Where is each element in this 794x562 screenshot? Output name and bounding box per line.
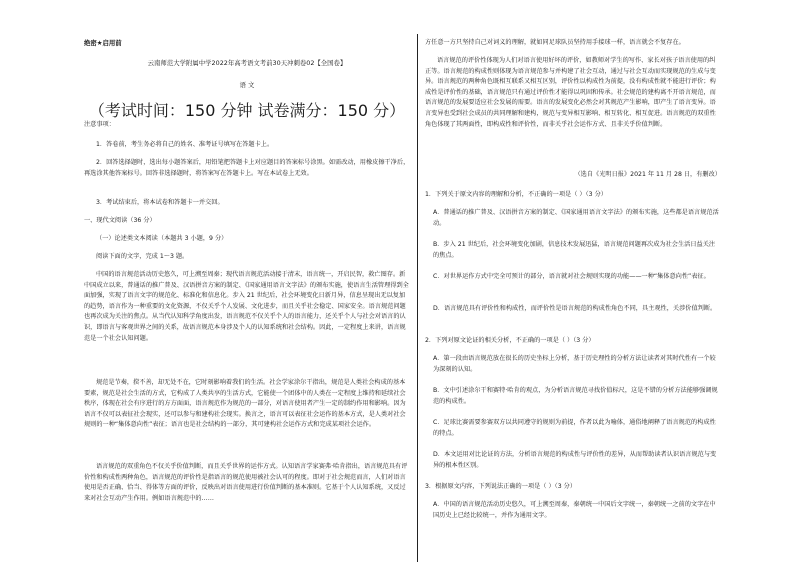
question-1-option-c: C．对世界运作方式中完全可预计的部分，语言就对社会规则实现的功能——一种“集体意向性”表征。 [433, 273, 710, 280]
question-1-stem: 1．下列关于原文内容的理解和分析，不正确的一项是（ ）（3 分） [425, 191, 607, 198]
column-divider [417, 34, 418, 562]
exam-title: 云南师范大学附属中学2022年高考语文考前30天冲刺卷02【全国卷】 [147, 59, 347, 67]
confidential-seal: 绝密★启用前 [84, 39, 122, 47]
article-paragraph-continued: 方任意一方只坚持自己对词义的理解，就如同足球队员坚持用手接球一样，语言就会不复存在。 [425, 39, 685, 46]
subsection-heading: （一）论述类文本阅读（本题共 3 小题，9 分） [96, 235, 228, 242]
question-2-stem: 2．下列对原文论证的相关分析，不正确的一项是（ ）（3 分） [425, 337, 595, 344]
notice-item-1: 1．答卷前，考生务必将自己的姓名、准考证号填写在答题卡上。 [96, 141, 274, 148]
article-paragraph-2: 规范是节奏，揆不善，却无处不在，它时刻影响着我们的生活。社会学家涂尔干指出，规范是人类社会构成的基本要素，规范是社会生活的方式，它构成了人类共享的生活方式，它能使一个团体中的人类在一定程度上维持和延续社会秩序，体现在社会有序进行的方方面面，语言规范作为规范的一部分，对语言使用者产生一定的制约作用和影响。因为语言不仅可以表征社会现实，还可以参与和建构社会现实。换言之，语言可以表征社会运作的基本方式，是人类对社会规则的一种“集体意向性”表征；语言也是社会结构的一部分，其可建构社会运作方式和完成某项社会运作。 [84, 379, 406, 429]
notice-item-3: 3．考试结束后，将本试卷和答题卡一并交回。 [96, 199, 224, 206]
exam-meta: （考试时间：150 分钟 试卷满分：150 分） [88, 101, 406, 120]
notice-heading: 注意事项： [84, 121, 115, 128]
question-1-option-b: B．步入 21 世纪后，社会环境变化加剧，信息技术发展迅猛，语言规范问题再次成为社会生活日益关注的焦点。 [433, 241, 716, 259]
article-paragraph-3: 语言规范的双重角色不仅关乎价值判断，而且关乎世界的运作方式。认知语言学家赛弗·哈肯指出，语言规范具有评价性和构成性两种角色，语言规范的评价性是指语言的规范使用被社会认可的程度。即对于社会规范而言，人们对语言使用是否正确、恰当、得体等方面的评价，反映出对语言使用进行价值判断的基本准则。它基于个人认知系统，又反过来对社会互动产生作用。例如语言规范中的…… [84, 463, 408, 502]
question-1-option-d: D．语言规范具有评价性和构成性，而评价性是语言规范的构成性角色不同，具主观性，关涉价值判断。 [433, 305, 717, 312]
question-2-option-b: B．文中引述涂尔干和赛特·哈肯的观点，为分析语言规范寻找价值标尺，这是不错的分析方法能够强调规范的构成性。 [433, 387, 718, 405]
section-heading: 一、现代文阅读（36 分） [84, 217, 156, 224]
article-paragraph-1: 中国的语言规范活动历史悠久，可上溯至周秦；现代语言规范活动接于清末，语言统一，开启民智，救亡图存。新中国成立以来，普通话的推广普及、汉语拼音方案的制定、《国家通用语言文字法》的颁布实施，使语言生活管理得到全面加强，实现了语言文字的规范化、标准化和信息化。步入 21 世纪后，社会环境变化日新月异，信息呈现出无以复加的趋势，语言作为一种重要的文化资源，不仅关乎个人发展、文化进步，而且关乎社会稳定、国家安全。语言规范问题也再次成为关注的焦点。从当代认知科学角度出发，语言规范不仅关乎个人的语言能力，还关乎个人与社会对语言的认识，即语言与客观世界之间的关系，故语言规范本身涉及个人的认知系统和社会结构。因此，一定程度上来讲，语言规范是一个社会认知问题。 [84, 271, 409, 342]
question-1-option-a: A．普通话的推广普及、汉语拼音方案的制定、《国家通用语言文字法》的颁布实施，这些都是语言规范活动。 [433, 209, 719, 227]
question-2-option-c: C．足球比赛需要参赛双方以共同遵守的规则为前提，作者以此为喻体，通俗地阐释了语言规范的构成性的特点。 [433, 419, 716, 437]
subject-title: 语 文 [239, 81, 255, 89]
question-3-stem: 3．根据原文内容，下列说法正确的一项是（ ）（3 分） [425, 483, 577, 490]
article-paragraph-4: 语言规范的评价性体现为人们对语言使用好坏的评价，如教师对学生的写作、家长对孩子语言使用的纠正等。语言规范的构成性则体现为语言规范参与并构建了社会互动，通过与社会互动而实现规范的生成与变异。语言规范的两种角色既相互联系又相互区别，评价性以构成性为前提，没有构成性就不能进行评价；构成性是评价性的基础，语言规范只有通过评价性才能得以巩固和传承。社会规范的建构离不开语言规范，而语言规范的发展要适应社会发展的需要。语言的发展变化必然会对其规范产生影响，即产生了语言变异。语言变异也受到社会成员的共同理解和建构，规范与变异相互影响、相互转化、相互促进。语言规范的双重性角色体现了其两面性，即构成性和评价性，而非关乎社会运作方式、且非关乎价值判断。 [425, 57, 716, 128]
reading-instruction: 阅读下面的文字，完成 1～3 题。 [96, 253, 189, 260]
notice-item-2: 2．回答选择题时，选出每小题答案后，用铅笔把答题卡上对应题目的答案标号涂黑。如需改动，用橡皮擦干净后，再选涂其他答案标号。回答非选择题时，将答案写在答题卡上。写在本试卷上无效。 [84, 159, 410, 177]
article-source: （选自《光明日报》2021 年 11 月 28 日，有删改） [574, 171, 721, 178]
question-3-option-a: A．中国的语言规范活动历史悠久，可上溯至周秦，秦朝统一中国后文字统一，秦朝统一之前的文字在中国历史上已经比较统一，并作为通用文字。 [433, 501, 716, 519]
question-2-option-a: A．第一段由语言规范放在很长的历史坐标上分析，基于历史理性的分析方法让读者对其时代性有一个较为深刻的认知。 [433, 355, 716, 373]
question-2-option-d: D．本文运用对比论证的方法，分析语言规范的构成性与评价性的差异，从而帮助读者认识语言规范与变异的根本性区别。 [433, 451, 717, 469]
